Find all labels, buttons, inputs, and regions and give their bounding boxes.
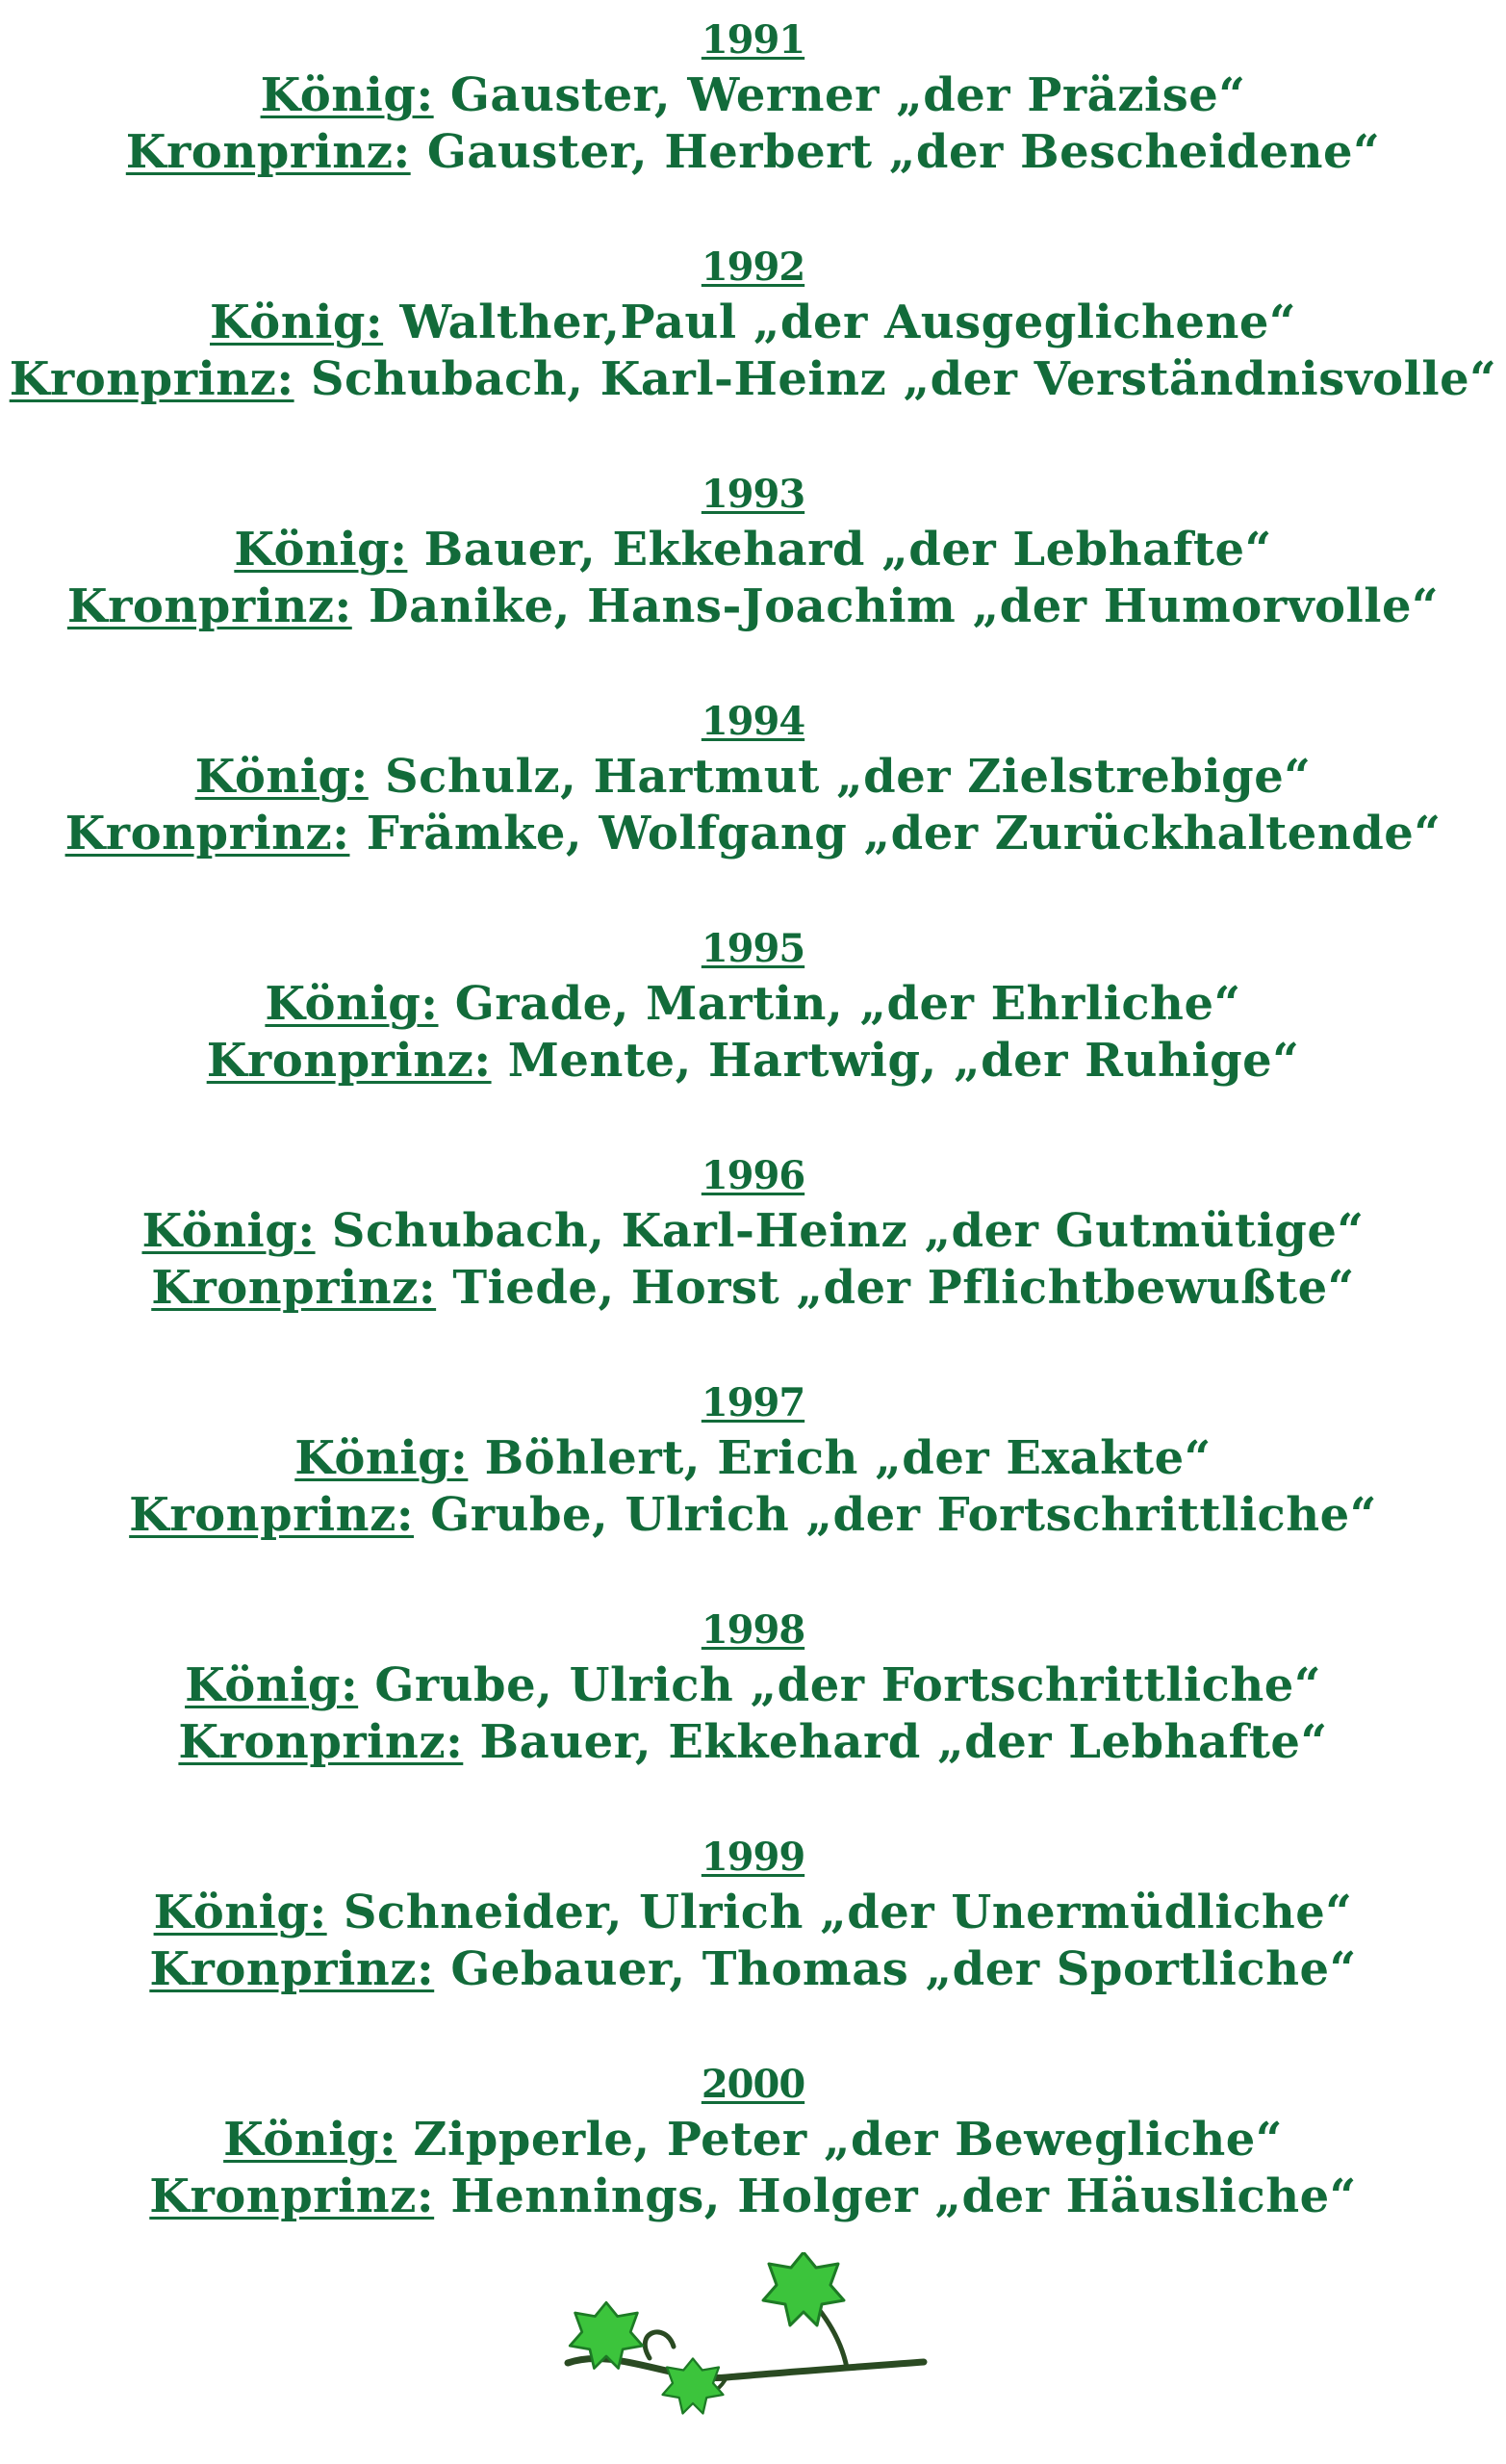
koenig-label: König: [223,2113,397,2167]
koenig-line [0,522,1506,578]
ivy-vine-icon [558,2252,943,2426]
koenig-name: Grade, Martin, „der Ehrliche“ [454,977,1241,1031]
entry-year: 1993 [701,472,805,517]
kronprinz-label: Kronprinz: [149,2169,435,2223]
kronprinz-line [0,1714,1506,1771]
ivy-leaf [763,2252,844,2325]
koenig-label: König: [153,1886,327,1939]
entry-2000 [0,2058,1506,2285]
kronprinz-label: Kronprinz: [178,1715,464,1769]
koenig-label: König: [294,1431,469,1485]
entry-1992 [0,241,1506,468]
kronprinz-line [0,578,1506,635]
entry-1991 [0,13,1506,241]
entry-1993 [0,468,1506,695]
koenig-name: Walther,Paul „der Ausgeglichene“ [399,295,1296,349]
koenig-line [0,1203,1506,1260]
kronprinz-line [0,1941,1506,1998]
koenig-name: Schneider, Ulrich „der Unermüdliche“ [343,1886,1353,1939]
kronprinz-name: Gebauer, Thomas „der Sportliche“ [450,1942,1357,1996]
kronprinz-name: Tiede, Horst „der Pflichtbewußte“ [452,1261,1355,1315]
kronprinz-name: Främke, Wolfgang „der Zurückhaltende“ [366,807,1442,860]
kronprinz-name: Schubach, Karl-Heinz „der Verständnisvolle“ [310,352,1497,406]
koenig-line [0,1657,1506,1714]
kronprinz-name: Gauster, Herbert „der Bescheidene“ [426,125,1381,179]
kronprinz-line [0,1033,1506,1090]
koenig-line [0,2112,1506,2169]
koenig-name: Grube, Ulrich „der Fortschrittliche“ [374,1658,1321,1712]
kronprinz-line [0,806,1506,862]
kronprinz-label: Kronprinz: [66,579,352,633]
koenig-name: Böhlert, Erich „der Exakte“ [484,1431,1212,1485]
koenig-label: König: [185,1658,359,1712]
entry-year: 1995 [701,926,805,971]
koenig-line [0,1430,1506,1487]
kronprinz-label: Kronprinz: [64,807,350,860]
koenig-label: König: [265,977,439,1031]
koenig-name: Bauer, Ekkehard „der Lebhafte“ [423,523,1272,577]
ivy-leaf [663,2359,724,2414]
entry-year: 2000 [701,2062,805,2107]
entry-1995 [0,922,1506,1149]
entry-year: 1991 [701,17,805,63]
koenig-name: Schubach, Karl-Heinz „der Gutmütige“ [331,1204,1365,1258]
kronprinz-line [0,2169,1506,2225]
kings-list [0,13,1506,2285]
kronprinz-line [0,124,1506,181]
kronprinz-label: Kronprinz: [125,125,411,179]
kronprinz-label: Kronprinz: [151,1261,437,1315]
entry-year: 1997 [701,1380,805,1425]
koenig-line [0,295,1506,351]
koenig-name: Zipperle, Peter „der Bewegliche“ [413,2113,1283,2167]
kronprinz-label: Kronprinz: [129,1488,415,1542]
kronprinz-line [0,1260,1506,1317]
kronprinz-name: Mente, Hartwig, „der Ruhige“ [507,1034,1300,1088]
koenig-label: König: [234,523,408,577]
koenig-label: König: [141,1204,316,1258]
koenig-name: Schulz, Hartmut „der Zielstrebige“ [384,750,1312,804]
kronprinz-name: Danike, Hans-Joachim „der Humorvolle“ [368,579,1440,633]
koenig-label: König: [260,68,434,122]
entry-year: 1994 [701,699,805,744]
kronprinz-name: Bauer, Ekkehard „der Lebhafte“ [479,1715,1328,1769]
kronprinz-label: Kronprinz: [9,352,294,406]
entry-1997 [0,1376,1506,1604]
entry-1999 [0,1831,1506,2058]
kronprinz-label: Kronprinz: [206,1034,492,1088]
entry-year: 1996 [701,1153,805,1198]
kronprinz-name: Grube, Ulrich „der Fortschrittliche“ [430,1488,1377,1542]
entry-year: 1992 [701,244,805,290]
koenig-line [0,749,1506,806]
entry-year: 1999 [701,1835,805,1880]
koenig-label: König: [194,750,369,804]
kronprinz-label: Kronprinz: [149,1942,435,1996]
koenig-line [0,67,1506,124]
entry-year: 1998 [701,1607,805,1653]
entry-1994 [0,695,1506,922]
kronprinz-name: Hennings, Holger „der Häusliche“ [450,2169,1357,2223]
koenig-label: König: [210,295,384,349]
koenig-name: Gauster, Werner „der Präzise“ [449,68,1246,122]
kronprinz-line [0,351,1506,408]
kronprinz-line [0,1487,1506,1544]
koenig-line [0,976,1506,1033]
entry-1996 [0,1149,1506,1376]
entry-1998 [0,1604,1506,1831]
koenig-line [0,1885,1506,1941]
